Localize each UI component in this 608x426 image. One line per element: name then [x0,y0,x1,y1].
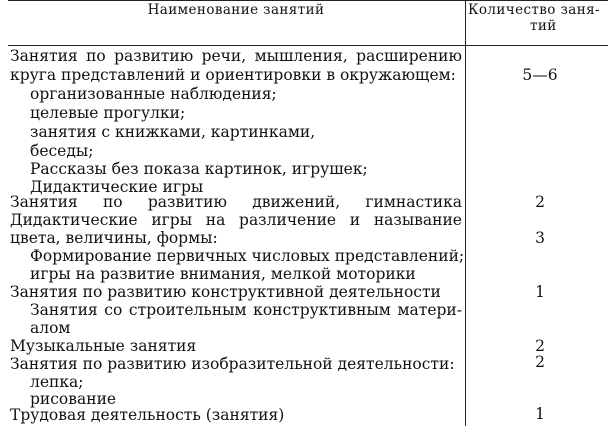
row-line: Занятия со строительным конструктивным матери- [30,301,462,319]
row-line: Трудовая деятельность (занятия) [10,406,285,424]
header-name-column: Наименование занятий [147,2,325,18]
row-line: занятия с книжками, картинками, [30,123,316,141]
row-line: Рассказы без показа картинок, игрушек; [30,160,368,178]
row-line: Формирование первичных числовых представлений; [30,247,465,265]
row-line: рисование [30,390,117,408]
row-line: лепка; [30,373,84,391]
row-line: Занятия по развитию движений, гимнастика [10,193,462,211]
row-line: Занятия по развитию конструктивной деятельности [10,283,441,301]
row-line: Занятия по развитию речи, мышления, расширению [10,47,462,65]
count-value: 3 [535,229,545,247]
row-line: алом [30,319,71,337]
count-value: 5—6 [522,66,558,84]
row-line: беседы; [30,142,94,160]
count-value: 2 [535,337,545,355]
row-line: Музыкальные занятия [10,337,197,355]
header-top-rule [8,0,608,1]
header-count-line1: Количество заня- [468,2,600,18]
count-value: 1 [535,283,545,301]
row-line: организованные наблюдения; [30,85,277,103]
column-separator [465,0,466,426]
row-line: круга представлений и ориентировки в окружающем: [10,66,456,84]
header-bottom-rule [8,45,608,46]
row-line: Занятия по развитию изобразительной деятельности: [10,355,455,373]
row-line: игры на развитие внимания, мелкой моторики [30,265,416,283]
header-count-column [468,2,608,34]
row-line: цвета, величины, формы: [10,229,218,247]
row-line: Дидактические игры на различение и называние [10,211,462,229]
count-value: 2 [535,353,545,371]
count-value: 1 [535,405,545,423]
count-value: 2 [535,193,545,211]
row-line: Дидактические игры [30,178,204,196]
header-count-line2: тий [530,18,557,34]
row-line: целевые прогулки; [30,104,186,122]
